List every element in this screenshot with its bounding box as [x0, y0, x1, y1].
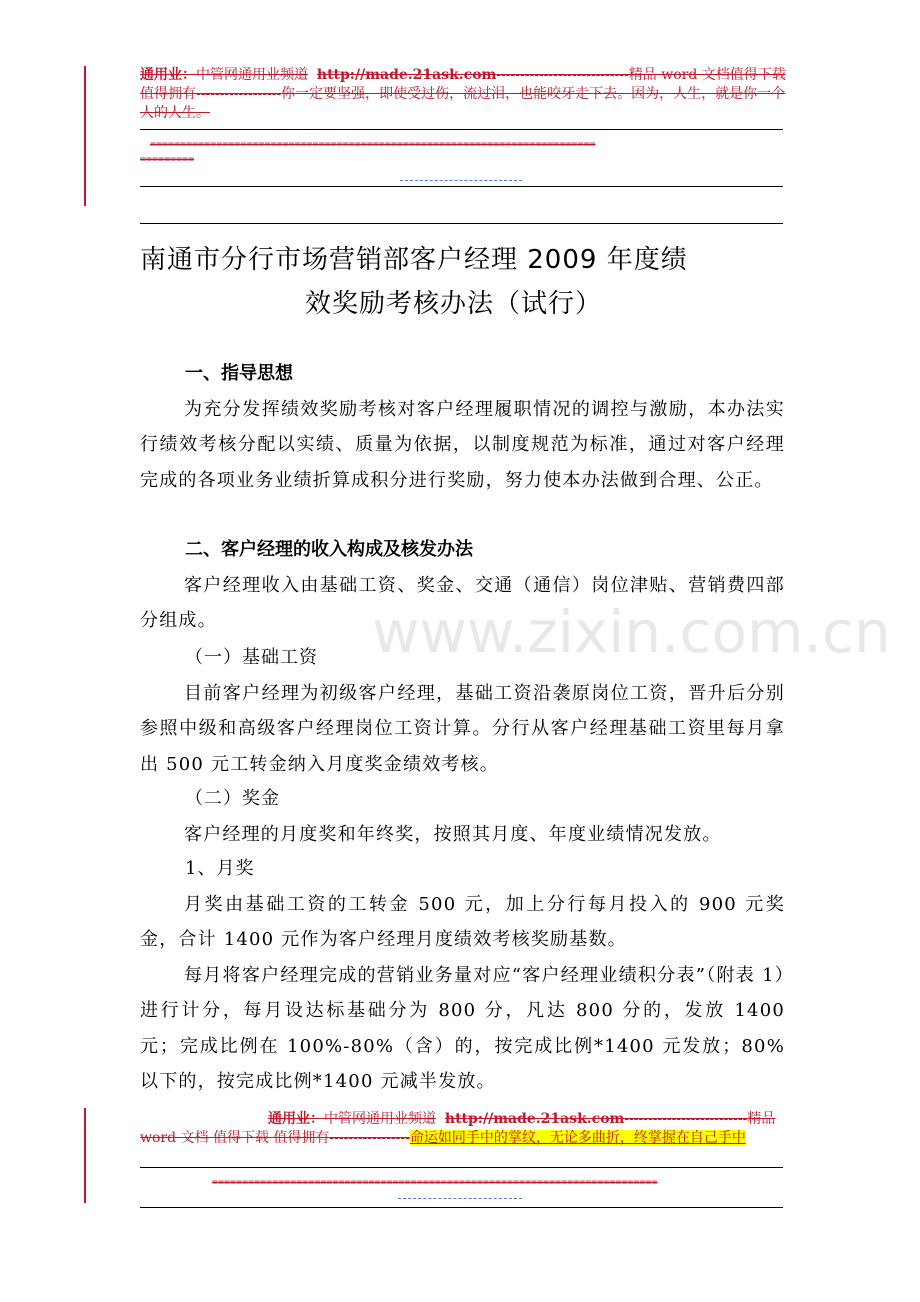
section-heading-guiding: 一、指导思想 — [185, 363, 293, 384]
header-text — [140, 66, 790, 123]
document-title-line-2: 效奖励考核办法（试行） — [305, 289, 603, 319]
header-dashes-2: ------------------ — [196, 86, 282, 102]
footer-quote: 命运如同手中的掌纹，无论多曲折，终掌握在自己手中 — [409, 1130, 746, 1146]
header-rule — [140, 129, 783, 130]
paragraph-guiding: 为充分发挥绩效奖励考核对客户经理履职情况的调控与激励，本办法实行绩效考核分配以实绩、质量为依据，以制度规范为标准，通过对客户经理完成的各项业务业绩折算成积分进行奖励，努力使本办法做到合理、公正。 — [140, 399, 785, 491]
footer-lead: 通用业： — [268, 1111, 324, 1127]
paragraph-monthly-bonus: 月奖由基础工资的工转金 500 元，加上分行每月投入的 900 元奖金，合计 1400 元作为客户经理月度绩效考核奖励基数。 — [140, 894, 785, 951]
header-channel: 中管网通用业频道 — [196, 67, 308, 83]
footer-rule-2 — [140, 1207, 783, 1208]
document-title-line-1: 南通市分行市场营销部客户经理 2009 年度绩 — [140, 245, 688, 275]
header-lead: 通用业： — [140, 67, 196, 83]
header-rule-3 — [140, 223, 783, 224]
subheading-base-salary: （一）基础工资 — [185, 647, 318, 668]
paragraph-bonus: 客户经理的月度奖和年终奖，按照其月度、年度业绩情况发放。 — [184, 824, 722, 845]
watermark: www.zixin.com.cn — [372, 598, 891, 666]
section-heading-income: 二、客户经理的收入构成及核发办法 — [185, 539, 473, 560]
footer-dashes-2: ----------------- — [329, 1130, 410, 1146]
header-rule-2 — [140, 186, 783, 187]
header-promo: 精品 word 文档值得下载 值得拥有 — [140, 67, 786, 102]
revision-bar-footer — [84, 1108, 86, 1203]
subheading-bonus: （二）奖金 — [185, 788, 280, 809]
footer-rule — [140, 1167, 783, 1168]
footer-text — [140, 1110, 790, 1148]
subheading-monthly-bonus: 1、月奖 — [185, 858, 255, 879]
revision-bar-left — [84, 66, 86, 206]
footer-promo: 精品 word 文档 值得下载 值得拥有 — [140, 1111, 776, 1146]
paragraph-income: 客户经理收入由基础工资、奖金、交通（通信）岗位津贴、营销费四部分组成。 — [140, 575, 785, 632]
footer-equals-line: ========================================================================== — [212, 1177, 658, 1188]
footer-url[interactable]: http://made.21ask.com — [444, 1111, 625, 1127]
paragraph-base-salary: 目前客户经理为初级客户经理，基础工资沿袭原岗位工资，晋升后分别参照中级和高级客户经理岗位工资计算。分行从客户经理基础工资里每月拿出 500 元工转金纳入月度奖金绩效考核。 — [140, 683, 785, 775]
header-equals-line: ========================================================================== — [150, 139, 596, 150]
header-quote: 你一定要坚强，即使受过伤，流过泪，也能咬牙走下去。因为，人生，就是你一个人的人生。 — [140, 86, 786, 121]
footer-blue-dashes — [398, 1198, 522, 1199]
header-equals-line-2: ========= — [140, 154, 195, 165]
header-blue-dashes — [400, 180, 522, 181]
footer-dashes: -------------------------- — [624, 1111, 748, 1127]
header-url[interactable]: http://made.21ask.com — [316, 67, 497, 83]
header-dashes: ---------------------------- — [496, 67, 629, 83]
footer-channel: 中管网通用业频道 — [324, 1111, 436, 1127]
paragraph-monthly-scoring: 每月将客户经理完成的营销业务量对应“客户经理业绩积分表”（附表 1）进行计分，每月设达标基础分为 800 分，凡达 800 分的，发放 1400 元；完成比例在 100%-80%（含）的，按完成比例*1400 元发放；80%以下的，按完成比例*1400 元减半发放。 — [140, 965, 785, 1092]
